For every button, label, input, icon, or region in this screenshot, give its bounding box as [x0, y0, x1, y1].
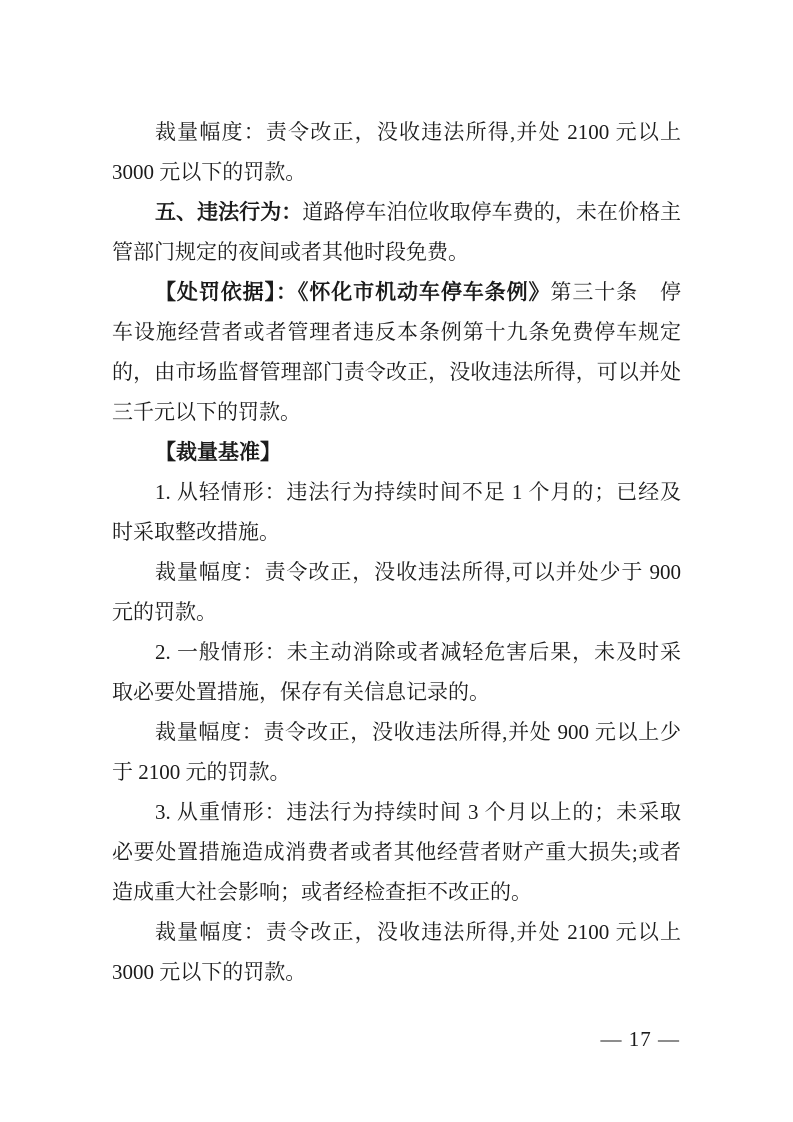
bold-text-segment: 五、违法行为： — [155, 201, 303, 224]
text-segment: 裁量幅度：责令改正，没收违法所得,并处 2100 元以上 — [155, 920, 681, 944]
text-segment: 元的罚款。 — [112, 600, 217, 624]
text-segment: 裁量幅度：责令改正，没收违法所得,并处 2100 元以上 — [155, 120, 681, 144]
text-line — [112, 392, 681, 432]
text-line — [112, 112, 681, 152]
text-line — [112, 192, 681, 232]
text-line — [112, 592, 681, 632]
text-segment: 裁量幅度：责令改正，没收违法所得,可以并处少于 900 — [155, 560, 681, 584]
text-line — [112, 312, 681, 352]
text-segment: 3. 从重情形：违法行为持续时间 3 个月以上的；未采取 — [155, 800, 681, 824]
text-segment: 3000 元以下的罚款。 — [112, 960, 307, 984]
text-segment: 1. 从轻情形：违法行为持续时间不足 1 个月的；已经及 — [155, 480, 681, 504]
document-body — [112, 112, 681, 992]
text-line — [112, 512, 681, 552]
text-segment: 于 2100 元的罚款。 — [112, 760, 291, 784]
text-segment: 三千元以下的罚款。 — [112, 400, 301, 424]
text-segment: 2. 一般情形：未主动消除或者减轻危害后果，未及时采 — [155, 640, 681, 664]
bold-text-segment: 【处罚依据】：《怀化市机动车停车条例》 — [155, 281, 551, 304]
text-segment: 管部门规定的夜间或者其他时段免费。 — [112, 240, 469, 264]
text-segment: 车设施经营者或者管理者违反本条例第十九条免费停车规定 — [112, 320, 681, 344]
text-line — [112, 632, 681, 672]
text-line — [112, 552, 681, 592]
text-segment: 造成重大社会影响；或者经检查拒不改正的。 — [112, 880, 532, 904]
text-segment: 的，由市场监督管理部门责令改正，没收违法所得，可以并处 — [112, 360, 681, 384]
text-line — [112, 432, 681, 472]
text-segment: 第三十条 停 — [550, 280, 682, 304]
text-line — [112, 232, 681, 272]
text-line — [112, 832, 681, 872]
text-segment: 时采取整改措施。 — [112, 520, 280, 544]
text-line — [112, 952, 681, 992]
text-segment: 裁量幅度：责令改正，没收违法所得,并处 900 元以上少 — [155, 720, 681, 744]
text-line — [112, 152, 681, 192]
page-number: — 17 — — [600, 1027, 680, 1051]
text-line — [112, 712, 681, 752]
text-segment: 必要处置措施造成消费者或者其他经营者财产重大损失;或者 — [112, 840, 681, 864]
bold-text-segment: 【裁量基准】 — [155, 441, 281, 464]
text-segment: 取必要处置措施，保存有关信息记录的。 — [112, 680, 490, 704]
text-line — [112, 352, 681, 392]
text-line — [112, 472, 681, 512]
text-line — [112, 672, 681, 712]
text-line — [112, 792, 681, 832]
text-line — [112, 872, 681, 912]
text-line — [112, 912, 681, 952]
page-footer — [601, 1024, 681, 1054]
text-line — [112, 272, 681, 312]
text-segment: 3000 元以下的罚款。 — [112, 160, 307, 184]
text-segment: 道路停车泊位收取停车费的，未在价格主 — [302, 200, 682, 224]
text-line — [112, 752, 681, 792]
